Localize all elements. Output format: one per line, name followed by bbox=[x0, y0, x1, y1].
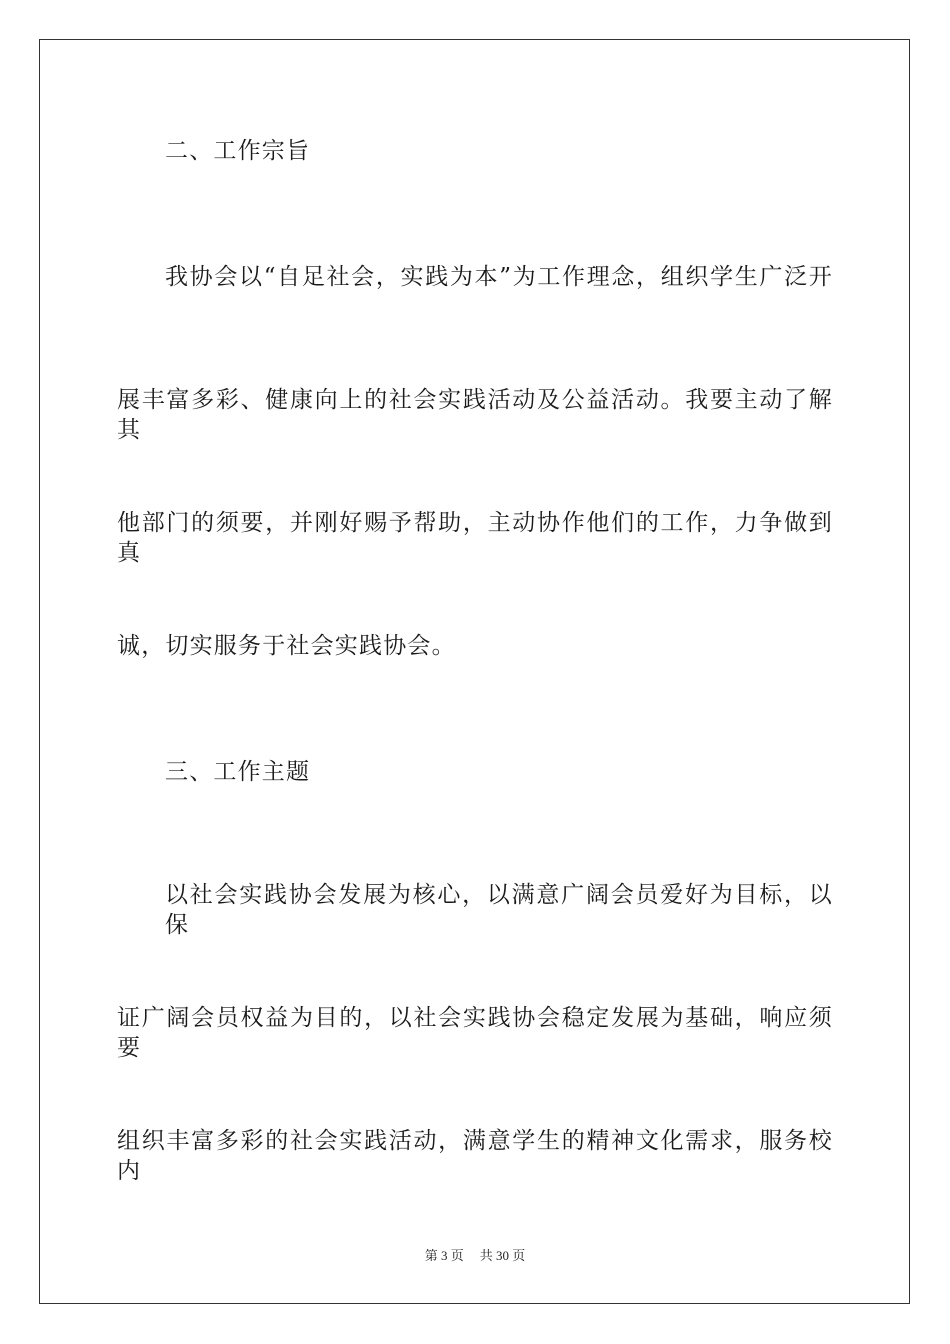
section-heading-3: 三、工作主题 bbox=[165, 759, 311, 785]
paragraph-line: 组织丰富多彩的社会实践活动，满意学生的精神文化需求，服务校内 bbox=[117, 1128, 833, 1184]
paragraph-line: 以社会实践协会发展为核心，以满意广阔会员爱好为目标，以保 bbox=[165, 882, 833, 938]
paragraph-line: 展丰富多彩、健康向上的社会实践活动及公益活动。我要主动了解其 bbox=[117, 387, 833, 443]
page-number: 第 3 页 bbox=[424, 1248, 464, 1263]
page-footer bbox=[0, 1247, 950, 1265]
paragraph-line: 诚，切实服务于社会实践协会。 bbox=[117, 633, 456, 659]
page-total: 共 30 页 bbox=[479, 1248, 526, 1263]
paragraph-line: 我协会以“自足社会，实践为本”为工作理念，组织学生广泛开 bbox=[165, 264, 833, 290]
section-heading-2: 二、工作宗旨 bbox=[165, 138, 311, 164]
paragraph-line: 证广阔会员权益为目的，以社会实践协会稳定发展为基础，响应须要 bbox=[117, 1005, 833, 1061]
paragraph-line: 他部门的须要，并刚好赐予帮助，主动协作他们的工作，力争做到真 bbox=[117, 510, 833, 566]
page-border bbox=[39, 39, 910, 1304]
